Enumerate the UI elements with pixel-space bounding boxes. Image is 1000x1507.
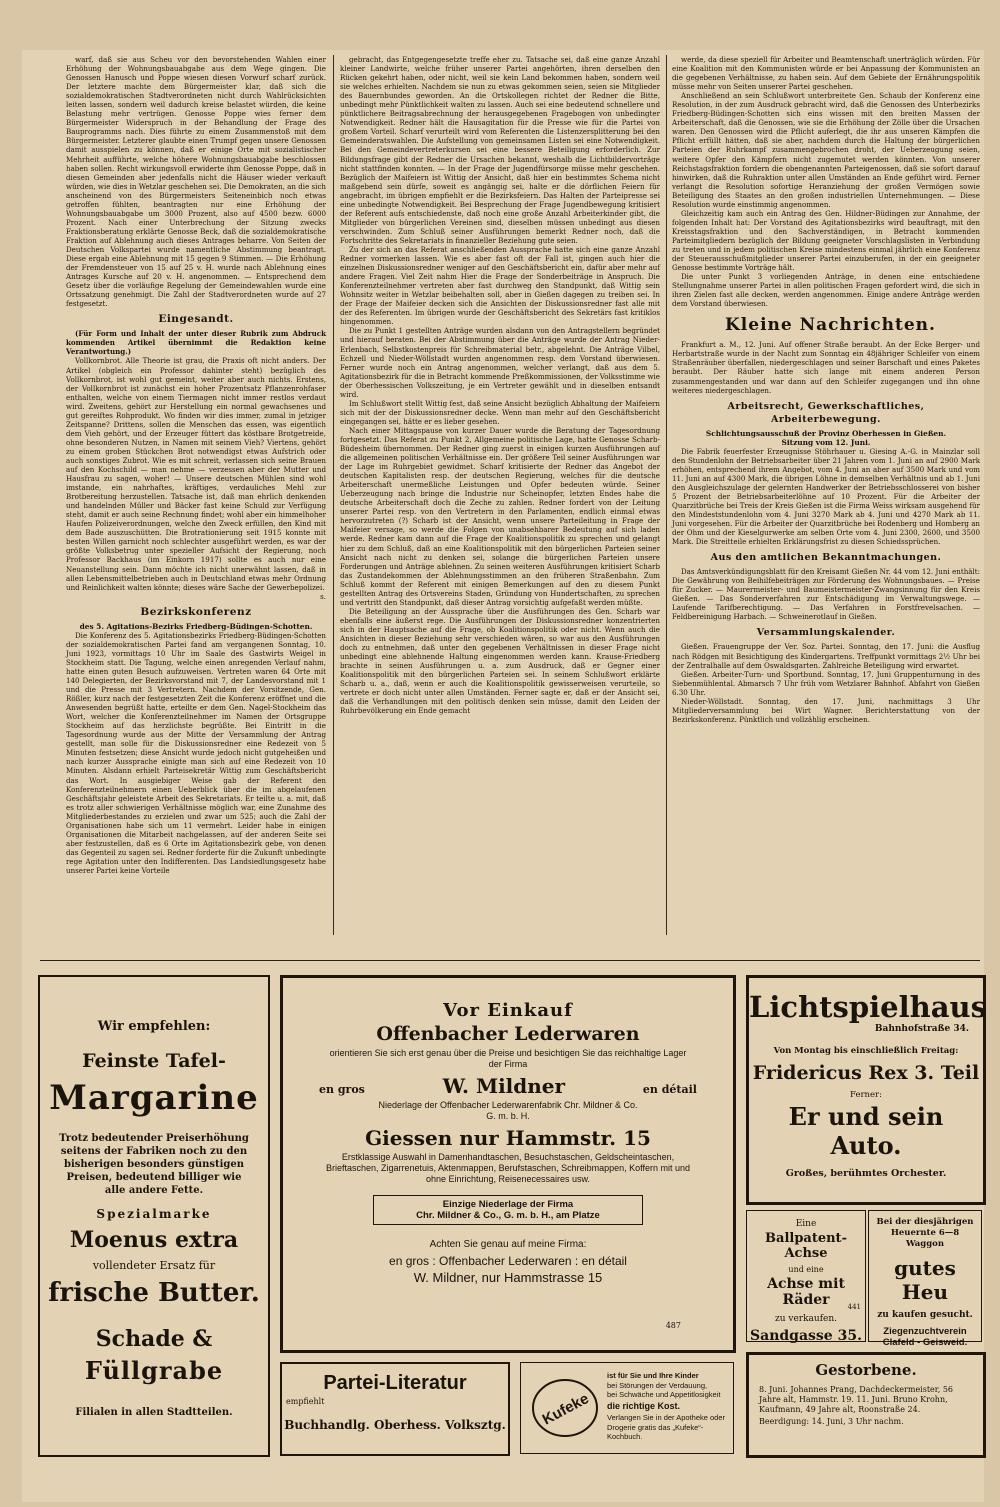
article-text: Gießen. Frauengruppe der Ver. Soz. Partei. Sonntag, den 17. Juni: die Ausflug nach Rödgen mit Besichtigung des Kindergartens. Treffpunkt vormittags 2½ Uhr bei der Zentralhalle auf dem Oswaldsgarten. Zahlreiche Beteiligung wird erwartet. [672, 642, 980, 670]
column-divider [333, 55, 334, 935]
ad-box [373, 1195, 643, 1225]
subheading: des 5. Agitations-Bezirks Friedberg-Büdingen-Schotten. [79, 621, 313, 631]
ad-line: Filialen in allen Stadtteilen. [75, 1407, 233, 1418]
ad-line: Trotz bedeutender Preiserhöhung seitens der Fabriken noch zu den bisherigen besonders günstigen Preisen, bedeutend billiger wie alle andere Fette. [59, 1133, 249, 1196]
ad-headline: Offenbacher Lederwaren [376, 1023, 640, 1045]
column-1 [66, 55, 326, 935]
ad-line: 8. Juni. Johannes Prang, Dachdeckermeister, 56 Jahre alt, Hammstr. 19. 11. Juni. Bruno Krohn, Kaufmann, 49 Jahre alt, Roonstraße 24. [759, 1385, 954, 1414]
ad-line: Chr. Mildner & Co., G. m. b. H., am Platze [416, 1210, 600, 1221]
ad-line: zu kaufen gesucht. [877, 1310, 973, 1320]
ad-line: Spezialmarke [96, 1207, 212, 1221]
kufeke-text [607, 1371, 729, 1442]
article-text: Nieder-Wöllstadt. Sonntag, den 17. Juni, nachmittags 3 Uhr Mitgliederversammlung bei Wirt Wagner. Berichterstattung von der Bezirkskonferenz. Pünktlich und vollzählig erscheinen. [672, 696, 980, 724]
section-rule [40, 960, 980, 961]
ad-advertiser: Füllgrabe [84, 1356, 224, 1385]
article-text: Die Konferenz des 5. Agitationsbezirks Friedberg-Büdingen-Schotten der sozialdemokratischen Partei fand am vergangenen Sonntag, 10. Juni 1923, vormittags 10 Uhr im Saale des Gastwirts Weigel in Stockheim statt. Die Tagung, welche einen anregenden Verlauf nahm, hatte einen guten Besuch aufzuweisen. Vertreten waren 64 Orte mit 140 Delegierten, der Bezirksvorstand mit 7, der Landesvorstand mit 1 und die Presse mit 3 Vertretern. Nachdem der Vorsitzende, Gen. Rößler, kurz nach der festgesetzten Zeit die Konferenz eröffnet und die Anwesenden begrüßt hatte, erteilte er dem Gen. Nagel-Stockheim das Wort, welcher die Konferenzteilnehmer im Namen der Ortsgruppe Stockheim auf das herzlichste begrüßte. Bei Eintritt in die Tagesordnung wurde aus der Mitte der Versammlung der Antrag gestellt, man solle für die Diskussionsredner eine Redezeit von 5 Minuten festsetzen; diese Ansicht wurde jedoch nicht gutgeheißen und nach kurzer Aussprache einigte man sich auf eine Redezeit von 10 Minuten. Alsdann erhielt Parteisekretär Wittig zum Geschäftsbericht das Wort. In ausgiebiger Weise gab der Referent den Konferenzteilnehmern einen Ueberblick über die im abgelaufenen Geschäftsjahr geleistete Arbeit des Sekretariats. Er teilte u. a. mit, daß es trotz aller schwierigen Verhältnisse möglich war, eine Zunahme des Mitgliederbestandes zu erzielen und zwar um 525; auch die Zahl der Organisationen habe sich um 11 vermehrt. Leider habe in einigen Organisationen die Mitarbeit nachgelassen, auf der anderen Seite sei aber festzustellen, daß es 6 Orte im Agitationsbezirk gebe, von denen das Gegenteil zu sagen sei. Redner forderte für die Zukunft unbedingte rege Agitation unter den Indifferenten. Das Landsiedlungsgesetz habe unserer Partei keine Vorteile [66, 630, 326, 875]
ad-film-title: Fridericus Rex 3. Teil [752, 1062, 980, 1084]
heading-eingesandt: Eingesandt. [158, 313, 234, 326]
article-text: Die unter Punkt 3 vorliegenden Anträge, in denen eine entschiedene Stellungnahme unserer Partei in allen politischen Fragen gefordert wird, die sich in ihren Zielen fast alle decken, werden angenommen. Einige andere Anträge werden dem Vorstand überwiesen. [672, 272, 980, 309]
ad-advertiser: Buchhandlg. Oberhess. Volksztg. [284, 1418, 506, 1432]
signature: s. [320, 591, 326, 601]
article-text: Die Fabrik feuerfester Erzeugnisse Stöhrhauer u. Giesing A.-G. in Mainzlar soll den Stundenlohn der Betriebsarbeiter über 21 Jahren vom 1. Juni an auf 2900 Mark erhöhen, entsprechend ihrem Angebot, vom 4. Juni an aber auf 3500 Mark und vom 11. Juni an auf 4300 Mark, die übrigen Löhne in demselben Verhältnis und ab 1. Juni den Ausgleichszulage der gelernten Handwerker der Betriebsschlosserei von bisher 5 Prozent der Betriebsarbeiterlöhne auf 10 Prozent. Für die Arbeiter der Quarzitbrüche bei Treis der Kreis Gießen ist die Firma Weiss wirksam ausgehend für den Mindeststundenlohn vom 4. Juni 3270 Mark ab 4. Juni und 4270 Mark ab 11. Juni vorgesehen. Für die Arbeiter der Quarzitbrüche bei Rodenberg und Homberg an der Ohm und der Kieselgurwerke am selben Orte vom 4. Juni 2300, 2600, und 3500 Mark. Die Streitteile erhielten Erklärungsfrist zu diesen Schiedssprüchen. [672, 446, 980, 547]
ad-kufeke [520, 1362, 734, 1454]
editorial-note: (Für Form und Inhalt der unter dieser Rubrik zum Abdruck kommenden Artikel übernimmt die Redaktion keine Verantwortung.) [66, 329, 326, 357]
ad-headline: Ballpatent-Achse [765, 1231, 847, 1261]
ad-line: Bei der diesjährigen Heuernte 6—8 Waggon [876, 1217, 974, 1249]
ad-lichtspielhaus [746, 975, 986, 1205]
ad-margarine [38, 975, 270, 1457]
subheading: Schlichtungsausschuß der Provinz Oberhessen in Gießen. [705, 428, 947, 438]
article-text: Die zu Punkt 1 gestellten Anträge wurden alsdann von den Antragstellern begründet und hierauf beraten. Bei der Abstimmung über die Anträge wurde der Antrag Nieder-Erlenbach, Selbstkostenpreis für Schreibmaterial betr., abgelehnt. Die Anträge Vilbel, Echzell und Nieder-Wöllstadt wurden angenommen resp. dem Vorstand überwiesen. Ferner wurde noch ein Antrag angenommen, welcher verlangt, daß aus dem 5. Agitationsbezirk für die in Betracht kommende Preßkommissionen, der Volksstimme wie der Oberhessischen Volkszeitung, je ein Vertreter gewählt und in dieselben entsandt wird. [340, 326, 660, 399]
article-text: Gießen. Arbeiter-Turn- und Sportbund. Sonntag, 17. Juni Gruppenturnung in des Siebenmühlental. Abmarsch 7 Uhr früh vom Wetzlarer Bahnhof. Abfahrt von Gießen 6.30 Uhr. [672, 669, 980, 697]
ad-line: Erstklassige Auswahl in Damenhandtaschen, Besuchstaschen, Geldscheintaschen, Brieftaschen, Zigarrenetuis, Aktenmappen, Berufstaschen, Schreibmappen, Koffern mit und ohne Einrichtung, Reisenecessaires usw. [325, 1152, 691, 1184]
column-2 [340, 55, 660, 935]
ad-address: Giessen nur Hammstr. 15 [365, 1126, 651, 1150]
heading-bezirkskonferenz: Bezirkskonferenz [140, 605, 252, 618]
article-text: Das Amtsverkündigungsblatt für den Kreisamt Gießen Nr. 44 vom 12. Juni enthält: Die Gewährung von Beihilfebeiträgen zur Förderung des Wohnungsbaues. — Preise für Zucker. — Maurermeister- und Baumeistermeister-Zwangsinnung für den Kreis Gießen. — Das Sonderverfahren zur Entschädigung im Verwaltungswege. — Laufende Tarifberechtigung. — Das Verfahren in Forstfrevelsachen. — Feldbereinigung Harbach. — Schweinerotlauf in Gießen. [672, 567, 980, 622]
ad-line: Beerdigung: 14. Juni, 3 Uhr nachm. [759, 1417, 904, 1426]
article-text: gebracht, das Entgegengesetzte treffe eher zu. Tatsache sei, daß eine ganze Anzahl kleiner Landwirte, welche früher unserer Partei angehörten, ihren derselben den Rücken gekehrt haben, oder nicht, weil sie kein Land bekommen haben, sondern weil sie welches erhielten. Nachdem sie nun zu etwas gekommen seien, seien sie Mitglieder des Bauernbundes geworden. An die Ortskollegen richtet der Redner die Bitte, unbedingt mehr Pünktlichkeit walten zu lassen. Auch sei eine bedeutend schnellere und pünktlichere Beitragsabrechnung der herausgegebenen Fragebogen von unbedingter Notwendigkeit. Redner hält die Hausagitation für die Presse wie für die Partei von großem Vorteil. Scharf verurteilt wird vom Referenten die Listenzersplitterung bei den Gemeinderatswahlen. Die Aufstellung von gemeinsamen Listen sei eine Notwendigkeit. Bei den Gemeindevertreterkursen sei eine bessere Beteiligung erforderlich. Zur Bildungsfrage gibt der Redner die Ursachen bekannt, weshalb die Lichtbildervorträge nicht stattfinden konnten. — In der Frage der Jugendfürsorge müsse mehr geschehen. Bezüglich der Maifeiern ist Wittig der Ansicht, daß hier ein bestimmtes Schema nicht maßgebend sein dürfe, soweit es angängig sei, halte er die dörflichen Feiern für angebracht, im übrigen empfiehlt er die Bezirksfeiern. Das Halten der Parteipresse sei eine unbedingte Notwendigkeit. Bei Besprechung der Frage Jugendbewegung kritisiert der Referent aufs entschiedenste, daß noch eine große Anzahl Arbeiterkinder gibt, die Mitglieder von bürgerlichen Vereinen sind, dieselben müssen unbedingt aus diesen verschwinden. Zum Schluß seiner Ausführungen bemerkt Redner noch, daß die Fortschritte des Sekretariats in finanzieller Beziehung gute seien. [340, 55, 660, 245]
ad-line: Eine [795, 1219, 817, 1229]
ad-partei-literatur [280, 1362, 510, 1456]
ad-gestorbene [746, 1352, 986, 1458]
ad-address: Bahnhofstraße 34. [874, 1024, 969, 1034]
heading-arbeitsrecht: Arbeitsrecht, Gewerkschaftliches, Arbeiterbewegung. [727, 400, 925, 425]
ad-line: empfiehlt [286, 1397, 325, 1406]
ad-line: zu verkaufen. [774, 1314, 838, 1324]
article-text: Nach einer Mittagspause von kurzer Dauer wurde die Beratung der Tagesordnung fortgesetzt. Das Referat zu Punkt 2, Allgemeine politische Lage, hatte Genosse Scharb-Büdesheim übernommen. Der Redner ging zuerst in einigen kurzen Ausführungen auf die allgemeinen politischen Verhältnisse ein. Der größere Teil seiner Ausführungen war der Lage im Ruhrgebiet gewidmet. Scharf kritisierte der Redner das Angebot der deutschen Kapitalisten resp. der deutschen Regierung, welches für die deutsche Arbeiterschaft unermeßliche Leistungen und Opfer bedeuten würde. Seiner Ueberzeugung nach bringe die Industrie nur Scheinopfer, letzten Endes habe die deutsche Arbeiterschaft doch die Zeche zu zahlen. Redner fordert von der Leitung unserer Partei resp. von den Vertretern in den Parlamenten, endlich einmal etwas hervorzutreten (?) Scharb ist der Ansicht, wenn unsere Parteileitung in Frage der Maifeier versage, so werde die Folgen von unabsehbarer Bedeutung auf sich laden werde. Redner kam dann auf die Frage der Koalitionspolitik zu sprechen und gelangt hier zu dem Schluß, daß an eine Koalitionspolitik mit den bürgerlichen Parteien seiner Ansicht nach nicht zu denken sei, solange die bürgerlichen Parteien unsere Forderungen und Anträge ablehnen. Zu seinen weiteren Ausführungen kritisiert Scharb das Zustandekommen der Ablehnungsstimmen an den früheren Straßenbahn. Zum Schluß kommt der Referent mit einigen Bemerkungen auf den zu diesem Punkt gestellten Antrag des Ortsvereins Staden, Gründung von Hundertschaften, zu sprechen und vertritt den Standpunkt, daß dieser Antrag vorsichtig aufgefaßt werden müßte. [340, 425, 660, 607]
ad-advertiser: Clafeld - Geisweid. [882, 1337, 968, 1348]
ad-advertiser: Schade & [95, 1326, 213, 1352]
heading-amtliche-bekanntmachungen: Aus den amtlichen Bekanntmachungen. [710, 552, 942, 564]
ad-line: Wir empfehlen: [97, 1019, 211, 1034]
article-text: Frankfurt a. M., 12. Juni. Auf offener Straße beraubt. An der Ecke Berger- und Herbartstraße wurde in der Nacht zum Sonntag ein 48jähriger Schleifer von einem Straßenräuber überfallen, niedergeschlagen und seiner Barschaft und eines Paketes beraubt. Der Räuber hatte sich lange mit einem anderen Person zusammengestanden und war dann auf den Schleifer zugegangen und ihn ohne weiteres niedergeschlagen. [672, 340, 980, 395]
article-text: werde, da diese speziell für Arbeiter und Beamtenschaft unerträglich würden. Für eine Koalition mit den Kommunisten würde er bei Anpassung der Kommunisten an die gegebenen Verhältnisse, zu haben sein. Auf dem Gebiete der Ernährungspolitik müsse mehr von Seiten unserer Partei geschehen. [672, 55, 980, 92]
ad-line: ist für Sie und Ihre Kinder [607, 1371, 699, 1380]
article-text: Anschließend an sein Schlußwort unterbreitete Gen. Schaub der Konferenz eine Resolution, in der zum Ausdruck gebracht wird, daß die Genossen des Unterbezirks Friedberg-Büdingen-Schotten sich eins wissen mit den breiten Massen der Arbeiterschaft, daß die Genossen, wie sie die Erhöhung der Zölle über die Ursachen waren. Den Genossen wird die Pflicht auferlegt, die ihr aus unseren Kämpfen die Pflicht erfüllt hätten, daß sie aber, nachdem durch die Haltung der bürgerlichen Parteien der Ruhrkampf zusammengebrochen droht, der Ueberzeugung seien, weitere Opfer den Kämpfern nicht zugemutet werden könnten. Von unserer Reichstagsfraktion fordern die obengenannten Parteigenossen, daß sie sofort darauf hinwirken, daß die Ruhraktion unter allen Umständen an Ende geführt wird. Ferner verlangt die Resolution sofortige Heranziehung der großen Vermögen sowie Beteiligung des Staates an den großen industriellen Unternehmungen. — Diese Resolution wurde einstimmig angenommen. [672, 91, 980, 209]
ad-headline: Partei-Literatur [323, 1372, 467, 1394]
ad-lederwaren [280, 975, 736, 1353]
ad-line: Von Montag bis einschließlich Freitag: [773, 1046, 959, 1056]
article-text: Vollkornbrot. Alle Theorie ist grau, die Praxis oft nicht anders. Der Artikel (obgleich ein Professor dahinter steht) bezüglich des Vollkornbrot, ist wohl gut gemeint, weiter aber auch nichts. Erstens, der Vollkornbrot ist zunächst ein hoher Prozentsatz Pflanzenrohfaser enthalten, welche von einem Tiermagen nicht immer restlos verdaut wird. Zweitens, gehört zur Herstellung ein normal gewachsenes und gut gereiftes Rohprodukt. Wo finden wir dies immer, zumal in jetziger Zeitspanne? Drittens, sollen die Menschen das essen, was eigentlich dem Vieh gehört, und der Erzeuger füttert das köstbare Brotgetreide, ohne besonderen Nutzen, in Namen mit seinem Vieh? Viertens, gehört zu einem groben Stückchen Brot notwendigst etwas Aufstrich oder auch sonstiges Zubrot. Wie es mit schreit, verlassen sich seine Brauen auf den Kochschild — man nehme — verzessen aber der Mutter und Hausfrau zu sagen, woher! — Unsere deutschen Mühlen sind wohl imstande, ein nahrhaftes, kräftiges, verdauliches Mehl zur Brotbereitung herzustellen. Tatsache ist, daß man ehrlich denkenden und handelnden Müller und Bäcker fast keine Schuld zur Verfügung steht, damit er auch seine Rechnung findet; wohl aber ein himmelhoher Haufen Polizeiverordnungen, welche den Zweck erfüllen, den Kind mit dem Bade auszuschütten. Die Brotrationierung seit 1915 konnte mit besten Willen garnicht noch schlechter ausgeführt werden, es war der größte Volksbetrug unter spezieller Aufsicht der Regierung, noch Professor Backhaus (im Einkorn 1917) sollte es auch nur eine Neuanstellung sein. Dann möchte ich nicht unerwähnt lassen, daß in allen Lebensmittelbetrieben auch in Deutschland etwas mehr Ordnung und Reinlichkeit walten könnte; dieses wäre Sache der Gewerbepolizei. [66, 356, 326, 592]
ad-address: Sandgasse 35. [750, 1328, 862, 1344]
ad-achse [746, 1210, 866, 1342]
ad-line: Großes, berühmtes Orchester. [785, 1168, 947, 1179]
ad-headline: Margarine [49, 1078, 259, 1118]
column-divider [666, 55, 667, 935]
ad-film-title: Er und sein Auto. [788, 1102, 944, 1160]
ad-line: frische Butter. [48, 1278, 260, 1308]
article-text: Gleichzeitig kam auch ein Antrag des Gen. Hildner-Büdingen zur Annahme, der folgenden Inhalt hat: Der Vorstand des Agitationsbezirks wird beauftragt, mit den Kreisstagsfraktion und den Sachverständigen, in Betracht kommenden Parteimitgliedern bezüglich der Bildung geeigneter Vorschlagslisten in Verbindung zu treten und in jedem politischen Kreise mindestens einmal jährlich eine Konferenz der Steuerausschußmitglieder unserer Partei einzuberufen, in der ein geeigneter Genosse bestimmte Vorträge hält. [672, 208, 980, 273]
ad-heu [868, 1210, 982, 1348]
ad-line: Moenus extra [69, 1227, 239, 1253]
ad-line: Feinste Tafel- [82, 1050, 226, 1072]
article-text: warf, daß sie aus Scheu vor den bevorstehenden Wahlen einer Erhöhung der Wohnungsbauabgabe aus dem Wege gingen. Die Genossen Hanusch und Poppe wiesen diesen Vorwurf scharf zurück. Der letztere machte dem Bürgermeister klar, daß sich die sozialdemokratischen Stadtverordneten nicht durch Wahlrücksichten leiten lassen, sondern weil dadurch kreise belastet würden, die keine Belastung mehr vertrügen. Genosse Poppe wies ferner dem Bürgermeister Widerspruch in der Behandlung der Frage des Bauprogramms nach. Dies führte zu einem Zusammenstoß mit dem Bürgermeister. Letzterer glaubte einen Trumpf gegen unsere Genossen damit ausspielen zu können, daß er einige Orte mit sozialistischer Mehrheit aufführte, welche höhere Wohnungsbauabgabe beschlossen haben sollen. Recht wirkungsvoll erwiderte ihm Genosse Poppe, daß in diesen Gemeinden aber jedenfalls nicht die Häuser wieder verkauft würden, wie dies in Wetzlar geschehen sei. Die Demokraten, an die sich anscheinend von des Bürgermeisters Seiteneinbich noch etwas getroffen fühlten, beantragten nur eine Erhöhung der Wohnungsbauabgabe um 3000 Prozent, also auf 4500 bezw. 6000 Prozent. Nach einer Unterbrechung der Sitzung zwecks Fraktionsberatung erklärte Genosse Beck, daß die sozialdemokratische Fraktion auf Ablehnung auch dieses Antrages beharre. Von Seiten der Deutschen Volkspartei wurde namentliche Abstimmung beantragt. Diese ergab eine Ablehnung mit 15 gegen 9 Stimmen. — Die Erhöhung der Fremdensteuer von 15 auf 25 v. H. wurde nach Ablehnung eines Antrages Kursche auf 20 v. H. angenommen. — Entsprechend dem Gesetz über die vorläufige Regelung der Gemeindewahlen wurde eine Ortssatzung genehmigt. Die Zahl der Stadtverordneten wurde auf 27 festgesetzt. [66, 55, 326, 309]
ad-number: 487 [665, 1321, 681, 1330]
ad-number: 441 [847, 1303, 861, 1311]
kufeke-logo-icon [527, 1373, 603, 1443]
ad-headline: Gestorbene. [815, 1361, 917, 1379]
ad-line: en gros [319, 1083, 365, 1096]
ad-headline: Lichtspielhaus [749, 990, 987, 1024]
ad-line: Achten Sie genau auf meine Firma: [429, 1239, 587, 1250]
ad-line: Niederlage der Offenbacher Lederwarenfabrik Chr. Mildner & Co. G. m. b. H. [378, 1100, 638, 1121]
heading-versammlungskalender: Versammlungskalender. [756, 627, 896, 639]
ad-headline: gutes Heu [894, 1256, 956, 1304]
ad-line: orientieren Sie sich erst genau über die Preise und besichtigen Sie das reichhaltige Lager der Firma [329, 1048, 687, 1069]
column-3 [672, 55, 980, 935]
ad-line: en gros : Offenbacher Lederwaren : en détail [389, 1254, 627, 1268]
ad-line: Vor Einkauf [443, 1000, 573, 1021]
ad-line: Verlangen Sie in der Apotheke oder Drogerie gratis das „Kufeke“-Kochbuch. [607, 1413, 726, 1441]
ad-line: bei Störungen der Verdauung, [607, 1380, 708, 1390]
ad-line: und eine [788, 1265, 824, 1274]
ad-row [319, 1074, 697, 1098]
ad-line: bei Schwäche und Appetitlosigkeit [607, 1390, 721, 1399]
ad-line: vollendeter Ersatz für [92, 1259, 216, 1272]
article-text: Im Schlußwort stellt Wittig fest, daß seine Ansicht bezüglich Abhaltung der Maifeiern sich mit der der Diskussionsredner decke. Wenn man mehr auf den Geschäftsbericht eingegangen sei, hätte er es lieber gesehen. [340, 398, 660, 426]
article-text: Zu der sich an das Referat anschließenden Aussprache hatte sich eine ganze Anzahl Redner vormerken lassen. Wie es aber fast oft der Fall ist, gingen auch hier die einzelnen Diskussionsredner weniger auf den Geschäftsbericht ein, dafür aber mehr auf andere Fragen. Viel Zeit nahm Hier die Frage der Sonderbeiträge in Anspruch. Die Konferenzteilnehmer vertreten aber fast durchweg den Standpunkt, daß Wittig sein Wohnsitz weiter in Wetzlar beibehalten soll, aber in Gießen dagegen zu treiben sei. In der Frage der Maifeier decken sich die Ansichten der Diskussionsredner fast alle mit der des Referenten. Im übrigen wurde der Geschäftsbericht des Sekretärs fast kritiklos hingenommen. [340, 244, 660, 327]
session-date: Sitzung vom 12. Juni. [781, 437, 871, 447]
ad-line: W. Mildner, nur Hammstrasse 15 [413, 1270, 603, 1285]
ad-advertiser: W. Mildner [442, 1074, 566, 1098]
ad-line: Einzige Niederlage der Firma [442, 1199, 574, 1210]
ad-headline: Achse mit Räder [767, 1276, 845, 1308]
ad-line: die richtige Kost. [607, 1400, 681, 1411]
heading-kleine-nachrichten: Kleine Nachrichten. [725, 315, 936, 336]
ad-line: en détail [642, 1083, 697, 1096]
kufeke-logo-text: Kufeke [539, 1390, 592, 1429]
article-text: Die Beteiligung an der Aussprache über die Ausführungen des Gen. Scharb war ebenfalls eine äußerst rege. Die Ausführungen der Diskussionsredner konzentrierten sich in der Hauptsache auf die Frage, ob Koalitionspolitik oder nicht. Wenn auch die Ansichten in dieser Beziehung sehr verschieden wären, so war aus den Ausführungen doch zu entnehmen, daß unter den gegebenen Verhältnissen in dieser Frage nicht unbedingt eine ablehnende Haltung eingenommen werden kann. Krause-Friedberg brachte in seinen Ausführungen u. a. zum Ausdruck, daß er Gegner einer Koalitionspolitik mit den bürgerlichen Parteien sei. In seinem Schlußwort erklärte Scharb u. a., daß, wenn er auch die Koalitionspolitik gewisserweisen verurteile, so vertrete er doch nicht unter allen Umständen. Ferner sagte er, daß er der Ansicht sei, daß die Verhandlungen mit den politisch denken sein müsse, damit den Leiden der Ruhrbevölkerung ein Ende gemacht [340, 606, 660, 716]
ad-line: Ferner: [850, 1090, 882, 1100]
ad-advertiser: Ziegenzuchtverein [883, 1326, 967, 1337]
